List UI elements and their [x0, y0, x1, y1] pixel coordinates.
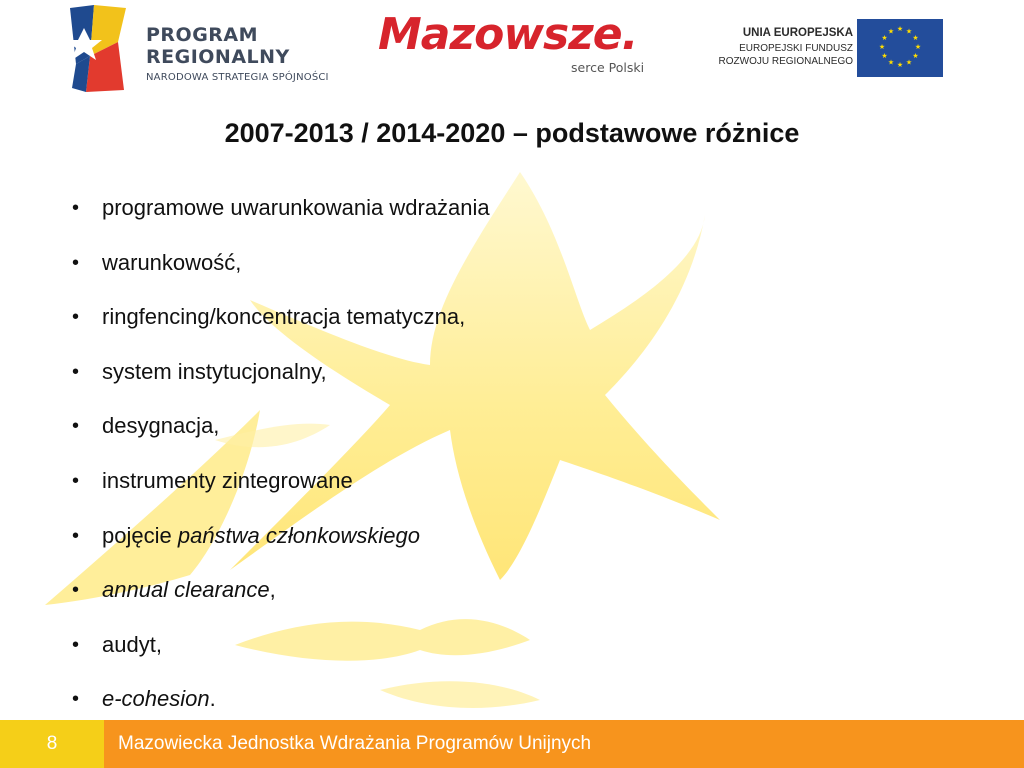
bullet-text: audyt, [102, 631, 162, 657]
svg-text:★: ★ [887, 27, 895, 36]
mazowsze-tagline: serce Polski [571, 60, 645, 75]
bullet-icon: • [72, 415, 80, 438]
bullet-icon: • [72, 469, 80, 492]
bullet-text: system instytucjonalny, [102, 358, 327, 384]
footer-organization: Mazowiecka Jednostka Wdrażania Programów Unijnych [104, 720, 1024, 768]
bullet-icon: • [72, 197, 80, 219]
bullet-text: programowe uwarunkowania wdrażania [102, 195, 490, 220]
bullet-item [72, 191, 490, 246]
eu-line2: EUROPEJSKI FUNDUSZ [739, 43, 853, 54]
svg-text:★: ★ [878, 43, 886, 51]
program-regionalny-line2: REGIONALNY [146, 46, 290, 68]
program-regionalny-line3: NARODOWA STRATEGIA SPÓJNOŚCI [146, 72, 329, 83]
svg-text:★: ★ [912, 52, 919, 60]
bullet-text: warunkowość, [102, 249, 242, 275]
bullet-icon: • [72, 633, 80, 656]
program-regionalny-line1: PROGRAM [146, 24, 259, 46]
bullet-text-italic: e-cohesion [102, 686, 210, 712]
svg-text:★: ★ [896, 61, 904, 69]
bullet-text-plain: pojęcie [102, 522, 178, 548]
eu-logo [700, 18, 945, 78]
bullet-text-italic: annual clearance [102, 577, 270, 603]
eu-line3: ROZWOJU REGIONALNEGO [718, 56, 853, 67]
svg-text:★: ★ [881, 52, 888, 60]
bullet-item [72, 355, 490, 410]
bullet-item [72, 464, 490, 519]
svg-text:★: ★ [914, 43, 922, 51]
bullet-item [72, 300, 490, 355]
bullet-icon: • [72, 360, 80, 383]
eu-line1: UNIA EUROPEJSKA [742, 27, 853, 39]
footer-bar [0, 720, 1024, 768]
bullet-icon: • [72, 306, 80, 329]
eu-flag-icon [857, 19, 943, 77]
program-regionalny-mark-icon [68, 2, 130, 94]
bullet-icon: • [72, 251, 80, 274]
svg-text:★: ★ [905, 58, 913, 67]
bullet-item [72, 573, 490, 628]
bullet-item [72, 246, 490, 301]
bullet-text: ringfencing/koncentracja tematyczna, [102, 304, 466, 330]
svg-text:★: ★ [912, 34, 919, 42]
bullet-item [72, 409, 490, 464]
bullet-text: instrumenty zintegrowane [102, 467, 353, 493]
bullet-item [72, 519, 490, 574]
mazowsze-wordmark: Mazowsze. [378, 9, 638, 60]
bullet-text-plain: . [209, 686, 216, 712]
svg-text:★: ★ [881, 34, 888, 42]
bullet-item [72, 628, 490, 683]
mazowsze-logo [378, 9, 668, 80]
bullet-text-italic: państwa członkowskiego [177, 522, 420, 548]
page-number: 8 [0, 720, 104, 768]
bullet-text-plain: , [269, 577, 276, 603]
bullet-text: desygnacja, [102, 413, 220, 439]
bullet-list [72, 191, 490, 737]
svg-text:★: ★ [887, 58, 895, 67]
program-regionalny-logo [68, 2, 348, 94]
svg-text:★: ★ [905, 27, 913, 36]
bullet-icon: • [72, 579, 80, 602]
bullet-icon: • [72, 524, 80, 547]
slide-title: 2007-2013 / 2014-2020 – podstawowe różnice [224, 118, 800, 148]
bullet-icon: • [72, 688, 80, 711]
svg-text:★: ★ [896, 25, 904, 33]
